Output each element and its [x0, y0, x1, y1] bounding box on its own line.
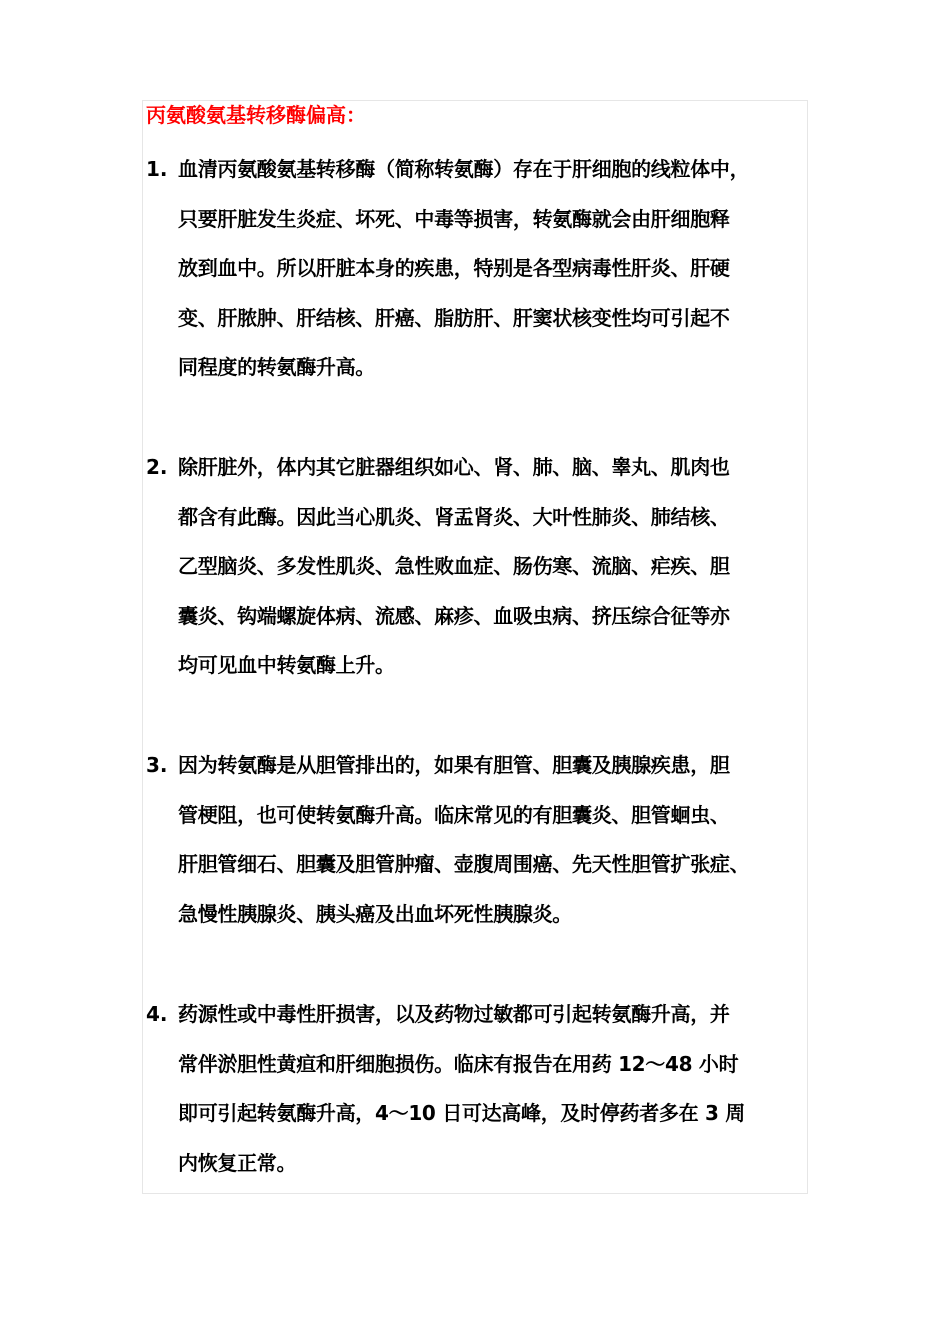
item-text	[178, 443, 808, 691]
text-line: 即可引起转氨酶升高，4～10 日可达高峰，及时停药者多在 3 周	[178, 1101, 745, 1125]
item-text	[178, 741, 808, 939]
text-line: 血清丙氨酸氨基转移酶（简称转氨酶）存在于肝细胞的线粒体中，	[178, 157, 750, 181]
text-line: 同程度的转氨酶升高。	[178, 355, 375, 379]
list-item-2	[146, 443, 808, 691]
list-item-1	[146, 145, 808, 393]
text-line: 放到血中。所以肝脏本身的疾患，特别是各型病毒性肝炎、肝硬	[178, 256, 730, 280]
text-line: 急慢性胰腺炎、胰头癌及出血坏死性胰腺炎。	[178, 901, 572, 926]
text-line: 均可见血中转氨酶上升。	[178, 653, 395, 677]
text-line: 管梗阻，也可使转氨酶升高。临床常见的有胆囊炎、胆管蛔虫、	[178, 802, 730, 827]
text-line: 只要肝脏发生炎症、坏死、中毒等损害，转氨酶就会由肝细胞释	[178, 206, 730, 231]
text-line: 内恢复正常。	[178, 1150, 297, 1175]
text-line: 因为转氨酶是从胆管排出的，如果有胆管、胆囊及胰腺疾患，胆	[178, 753, 730, 777]
item-number: 3.	[146, 753, 168, 777]
text-line: 乙型脑炎、多发性肌炎、急性败血症、肠伤寒、流脑、疟疾、胆	[178, 554, 730, 578]
text-line: 都含有此酶。因此当心肌炎、肾盂肾炎、大叶性肺炎、肺结核、	[178, 504, 730, 529]
item-text	[178, 990, 808, 1188]
text-line: 囊炎、钩端螺旋体病、流感、麻疹、血吸虫病、挤压综合征等亦	[178, 603, 730, 628]
item-number: 4.	[146, 1002, 168, 1026]
page-title: 丙氨酸氨基转移酶偏高：	[146, 103, 366, 127]
text-line: 药源性或中毒性肝损害，以及药物过敏都可引起转氨酶升高，并	[178, 1002, 730, 1026]
text-line: 除肝脏外，体内其它脏器组织如心、肾、肺、脑、睾丸、肌肉也	[178, 455, 730, 479]
item-text	[178, 145, 808, 393]
text-line: 常伴淤胆性黄疸和肝细胞损伤。临床有报告在用药 12～48 小时	[178, 1051, 739, 1076]
item-number: 2.	[146, 455, 168, 479]
text-line: 肝胆管细石、胆囊及胆管肿瘤、壶腹周围癌、先天性胆管扩张症、	[178, 852, 750, 876]
text-line: 变、肝脓肿、肝结核、肝癌、脂肪肝、肝窦状核变性均可引起不	[178, 305, 730, 330]
item-number: 1.	[146, 157, 168, 181]
list-item-4	[146, 990, 808, 1188]
list-item-3	[146, 741, 808, 939]
